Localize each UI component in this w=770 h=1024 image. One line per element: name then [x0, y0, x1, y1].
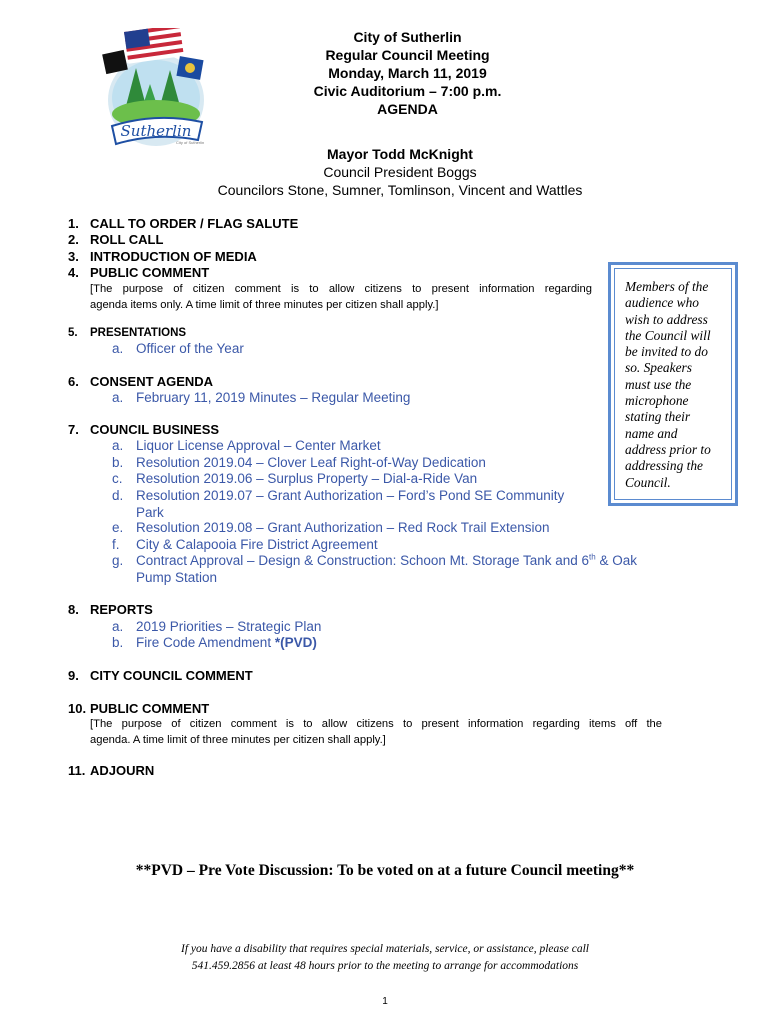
audience-notice-box [608, 262, 738, 506]
agenda-title: AGENDA [377, 101, 438, 117]
council-president: Council President Boggs [323, 164, 477, 180]
agenda-subitem[interactable] [112, 537, 378, 554]
subitem-letter: b. [112, 635, 124, 650]
item-number: 10. [68, 701, 87, 716]
subitem-text: City & Calapooia Fire District Agreement [136, 537, 378, 552]
meeting-date: Monday, March 11, 2019 [328, 65, 487, 81]
item-number: 4. [68, 265, 79, 280]
note-line: [The purpose of citizen comment is to allow citizens to present information regarding items off the [90, 718, 662, 730]
item-label: PRESENTATIONS [90, 327, 187, 339]
subitem-letter: b. [112, 455, 124, 470]
notice-line: name and [625, 425, 678, 441]
agenda-subitem[interactable] [112, 438, 381, 455]
agenda-item-1 [68, 216, 298, 232]
item-label: COUNCIL BUSINESS [90, 422, 220, 437]
item-number: 3. [68, 249, 79, 264]
subitem-text: Officer of the Year [136, 341, 244, 356]
pvd-marker: *(PVD) [274, 635, 317, 650]
agenda-subitem[interactable] [112, 341, 244, 358]
subitem-text: Resolution 2019.06 – Surplus Property – Dial-a-Ride Van [136, 471, 478, 486]
subitem-letter: a. [112, 619, 124, 634]
notice-line: must use the [625, 376, 692, 392]
disability-notice [120, 941, 650, 975]
logo-text: Sutherlin [120, 122, 192, 140]
subitem-letter: a. [112, 341, 124, 356]
page-number: 1 [382, 996, 388, 1007]
subitem-letter: c. [112, 471, 123, 486]
meeting-header [190, 28, 625, 118]
subitem-text-continued: Pump Station [136, 569, 218, 585]
item-label: ADJOURN [90, 763, 155, 778]
agenda-item-6 [68, 374, 213, 390]
subitem-letter: e. [112, 520, 124, 535]
item-number: 11. [68, 763, 86, 778]
audience-notice-text [625, 279, 729, 491]
subitem-text: Resolution 2019.07 – Grant Authorization – Ford’s Pond SE Community [136, 488, 565, 503]
meeting-type: Regular Council Meeting [325, 47, 490, 63]
agenda-item-7 [68, 422, 219, 438]
subitem-letter: d. [112, 488, 124, 503]
public-comment-note-2 [90, 717, 662, 748]
item-number: 7. [68, 422, 79, 437]
notice-line: stating their [625, 409, 691, 425]
subitem-text-continued: Park [136, 504, 164, 520]
agenda-subitem[interactable] [112, 619, 321, 636]
subitem-text: Contract Approval – Design & Construction: Schoon Mt. Storage Tank and 6 [136, 553, 590, 568]
item-number: 2. [68, 232, 79, 247]
item-label: PUBLIC COMMENT [90, 701, 210, 716]
agenda-subitem[interactable] [112, 553, 637, 586]
subitem-letter: a. [112, 390, 124, 405]
city-name: City of Sutherlin [353, 29, 462, 45]
notice-line: wish to address [625, 311, 708, 327]
meeting-location: Civic Auditorium – 7:00 p.m. [313, 83, 502, 99]
subitem-text: Liquor License Approval – Center Market [136, 438, 381, 453]
agenda-subitem[interactable] [112, 635, 317, 652]
item-label: CONSENT AGENDA [90, 374, 214, 389]
notice-line: Council. [625, 474, 671, 490]
item-label: CITY COUNCIL COMMENT [90, 668, 253, 683]
notice-line: addressing the [625, 458, 703, 474]
item-label: ROLL CALL [90, 232, 164, 247]
item-number: 1. [68, 216, 79, 231]
disability-line: 541.459.2856 at least 48 hours prior to the meeting to arrange for accommodations [191, 960, 579, 972]
subitem-text: Fire Code Amendment [136, 635, 275, 650]
note-line: [The purpose of citizen comment is to allow citizens to present information regarding [90, 283, 592, 295]
agenda-item-8 [68, 602, 153, 618]
agenda-subitem[interactable] [112, 471, 477, 488]
notice-line: microphone [625, 393, 689, 409]
item-number: 8. [68, 602, 79, 617]
subitem-letter: f. [112, 537, 120, 552]
notice-line: so. Speakers [625, 360, 692, 376]
item-label: CALL TO ORDER / FLAG SALUTE [90, 216, 299, 231]
subitem-text: Resolution 2019.04 – Clover Leaf Right-of-Way Dedication [136, 455, 486, 470]
item-label: INTRODUCTION OF MEDIA [90, 249, 257, 264]
agenda-item-2 [68, 232, 163, 248]
public-comment-note-1 [90, 282, 592, 313]
logo-caption: City of Sutherlin [176, 140, 205, 145]
notice-line: the Council will [625, 327, 711, 343]
item-label: REPORTS [90, 602, 153, 617]
agenda-subitem[interactable] [112, 488, 564, 521]
subitem-text: Resolution 2019.08 – Grant Authorization – Red Rock Trail Extension [136, 520, 550, 535]
agenda-item-11 [68, 763, 154, 779]
note-line: agenda items only. A time limit of three minutes per citizen shall apply.] [90, 298, 439, 311]
notice-line: be invited to do [625, 344, 708, 360]
disability-line: If you have a disability that requires special materials, service, or assistance, please call [181, 943, 589, 955]
notice-line: audience who [625, 295, 700, 311]
notice-line: Members of the [625, 279, 709, 294]
councilors: Councilors Stone, Sumner, Tomlinson, Vincent and Wattles [217, 182, 583, 198]
mayor: Mayor Todd McKnight [327, 146, 473, 162]
agenda-item-5 [68, 325, 186, 341]
notice-line: address prior to [625, 441, 711, 457]
agenda-item-4 [68, 265, 209, 281]
item-number: 9. [68, 668, 79, 683]
officials [150, 145, 650, 199]
agenda-item-10 [68, 701, 209, 717]
subitem-text-tail: & Oak [595, 553, 637, 568]
subitem-text: 2019 Priorities – Strategic Plan [136, 619, 322, 634]
agenda-subitem[interactable] [112, 455, 486, 472]
agenda-item-3 [68, 249, 257, 265]
item-number: 5. [68, 327, 78, 339]
subitem-letter: a. [112, 438, 124, 453]
agenda-subitem[interactable] [112, 520, 550, 537]
agenda-subitem[interactable] [112, 390, 410, 407]
subitem-letter: g. [112, 553, 124, 568]
subitem-text: February 11, 2019 Minutes – Regular Meeting [136, 390, 411, 405]
pvd-definition: **PVD – Pre Vote Discussion: To be voted on at a future Council meeting** [135, 862, 635, 879]
ordinal-suffix: th [589, 552, 596, 562]
agenda-item-9 [68, 668, 253, 684]
item-number: 6. [68, 374, 79, 389]
item-label: PUBLIC COMMENT [90, 265, 210, 280]
note-line: agenda. A time limit of three minutes per citizen shall apply.] [90, 733, 386, 746]
